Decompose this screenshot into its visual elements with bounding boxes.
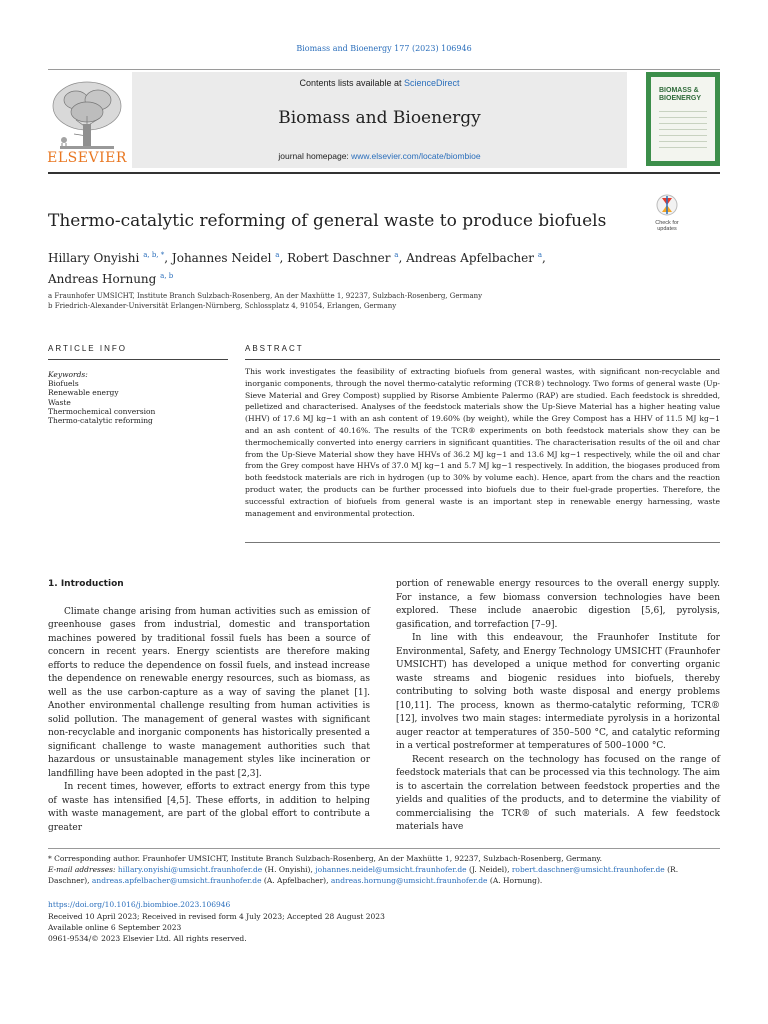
received-dates: Received 10 April 2023; Received in revised form 4 July 2023; Accepted 28 August 2023 xyxy=(48,912,385,921)
author[interactable]: Hillary Onyishi $^{a, b, *}$ xyxy=(48,251,165,265)
abstract-rule xyxy=(245,359,720,360)
journal-reference[interactable]: Biomass and Bioenergy 177 (2023) 106946 xyxy=(296,44,472,53)
keyword: Thermochemical conversion xyxy=(48,406,156,416)
badge-line1: Check for xyxy=(655,220,679,226)
article-info-rule xyxy=(48,359,228,360)
header-top-rule xyxy=(48,69,720,70)
contents-prefix: Contents lists available at xyxy=(299,78,405,88)
email-link[interactable]: andreas.hornung@umsicht.fraunhofer.de xyxy=(330,876,488,885)
sciencedirect-link[interactable]: ScienceDirect xyxy=(404,78,460,88)
keyword: Biofuels xyxy=(48,379,79,389)
email-label: E-mail addresses: xyxy=(48,865,116,874)
cover-decoration xyxy=(659,111,707,151)
author-marks[interactable]: a xyxy=(275,251,280,259)
homepage-prefix: journal homepage: xyxy=(278,151,352,161)
email-owner: (R. Daschner), xyxy=(48,865,679,885)
email-link[interactable]: andreas.apfelbacher@umsicht.fraunhofer.de xyxy=(91,876,262,885)
journal-cover-thumbnail[interactable] xyxy=(646,72,720,166)
body-right-column xyxy=(396,578,720,835)
body-paragraph: Recent research on the technology has focused on the range of feedstock materials that can be processed via this technology. The aim is to ascertain the correlation between feedstock properties and the yields and qualities of the products, and to determine the viability of commercialising the TCR® of such materials. A few feedstock materials have xyxy=(396,754,720,832)
article-title: Thermo-catalytic reforming of general waste to produce biofuels xyxy=(48,211,607,231)
author[interactable]: Johannes Neidel $^a$ xyxy=(171,251,280,265)
footnote-rule xyxy=(48,848,720,849)
author-marks[interactable]: a xyxy=(537,251,543,259)
doi-anchor[interactable]: https://doi.org/10.1016/j.biombioe.2023.106946 xyxy=(48,900,231,909)
author[interactable]: Andreas Apfelbacher $^a$ xyxy=(406,251,543,265)
email-link[interactable]: hillary.onyishi@umsicht.fraunhofer.de xyxy=(117,865,263,874)
body-paragraph: In recent times, however, efforts to extract energy from this type of waste has intensified [4,5]. These efforts, in addition to helping with waste management, are part of the global effort to contribute a greater xyxy=(48,782,370,833)
contents-line xyxy=(132,78,627,88)
email-owner: (A. Apfelbacher), xyxy=(261,876,331,885)
keywords-label: Keywords: xyxy=(48,370,88,379)
keywords-block xyxy=(48,370,228,425)
author[interactable]: Andreas Hornung $^{a, b}$ xyxy=(48,272,174,286)
available-online: Available online 6 September 2023 xyxy=(48,923,182,932)
body-paragraph: In line with this endeavour, the Fraunhofer Institute for Environmental, Safety, and Energy Technology UMSICHT (Fraunhofer UMSICHT) has developed a unique method for converting organic waste streams and biogenic residues into biofuels, thereby contributing to solving both waste disposal and energy problems [10,11]. The process, known as thermo-catalytic reforming, TCR® [12], involves two main stages: intermediate pyrolysis in a horizontal auger reactor at temperatures of 350–500 °C, and catalytic reforming in a vertical postreformer at temperatures of 500–1000 °C. xyxy=(396,633,720,751)
affiliation-a: a Fraunhofer UMSICHT, Institute Branch Sulzbach-Rosenberg, An der Maxhütte 1, 92237, Sulzbach-Rosenberg, Germany xyxy=(48,292,483,300)
copyright: 0961-9534/© 2023 Elsevier Ltd. All rights reserved. xyxy=(48,934,247,943)
author[interactable]: Robert Daschner $^a$ xyxy=(287,251,399,265)
affiliation-b: b Friedrich-Alexander-Universität Erlangen-Nürnberg, Schlossplatz 4, 91054, Erlangen, Germany xyxy=(48,302,397,310)
keyword: Waste xyxy=(48,397,71,407)
check-updates-icon xyxy=(656,194,678,216)
abstract-heading: ABSTRACT xyxy=(245,344,304,353)
header-bottom-rule xyxy=(48,172,720,174)
author-marks[interactable]: a, b xyxy=(160,272,174,280)
journal-title[interactable]: Biomass and Bioenergy xyxy=(278,108,481,128)
email-owner: (J. Neidel), xyxy=(466,865,512,874)
email-owner: (H. Onyishi), xyxy=(262,865,316,874)
homepage-link[interactable]: www.elsevier.com/locate/biombioe xyxy=(351,151,481,161)
cover-title xyxy=(659,87,701,103)
article-info-heading: ARTICLE INFO xyxy=(48,344,127,353)
author-marks[interactable]: a xyxy=(394,251,399,259)
abstract-bottom-rule xyxy=(245,542,720,543)
cover-title-line2: BIOENERGY xyxy=(659,95,702,102)
section-title-introduction: 1. Introduction xyxy=(48,579,124,589)
elsevier-wordmark: ELSEVIER xyxy=(47,150,127,166)
doi-link[interactable] xyxy=(48,899,230,910)
abstract-text: This work investigates the feasibility of extracting biofuels from general wastes, with significant non-recyclable and inorganic components, through the novel thermo-catalytic reforming (TCR®) technology. Two forms of general waste (Up-Sieve Material and Grey Compost) supplied by Risorse Ambiente Palermo (RAP) are studied. Each feedstock is shredded, pelletized and characterised. Analyses of the feedstock materials show the Up-Sieve Material has a higher heating value (HHV) of 17.6 MJ kg−1 with an ash content of 19.60% (by weight), while the Grey Compost has a HHV of 11.5 MJ kg−1 and an ash content of 40.16%. The results of the TCR® experiments on both feedstock materials show they can be thermochemically converted into energy carriers in significant quantities. The characterisation results of the oil and char from the Up-Sieve Material show they have HHVs of 36.2 MJ kg−1 and 13.6 MJ kg−1 respectively, while the oil and char from the Grey compost have HHVs of 37.0 MJ kg−1 and 5.7 MJ kg−1 respectively. In addition, the biogases produced from both feedstock materials are rich in hydrogen (up to 30% by volume each). Hence, apart from the chars and the reaction product water, the products can be further processed into biofuels due to their fuel-grade properties. Therefore, the successful extraction of biofuels from general waste is an important step in renewable energy harnessing, waste management and environmental protection. xyxy=(245,367,720,518)
badge-line2: updates xyxy=(657,226,677,232)
journal-homepage-line xyxy=(132,151,627,161)
body-paragraph: portion of renewable energy resources to the overall energy supply. For instance, a few biomass conversion technologies have been explored. These include anaerobic digestion [5,6], pyrolysis, gasification, and torrefaction [7–9]. xyxy=(396,579,720,630)
email-addresses xyxy=(48,864,720,886)
keyword: Thermo-catalytic reforming xyxy=(48,416,153,426)
elsevier-logo[interactable] xyxy=(46,76,128,166)
body-left-column xyxy=(48,578,370,835)
body-paragraph: Climate change arising from human activities such as emission of greenhouse gases from industrial, domestic and transportation machines powered by traditional fossil fuels has been a source of concern in recent years. Energy scientists are therefore making efforts to reduce the dependence on fossil fuels, and instead increase the dependence on renewable energy resources, such as biomass, as well as the use carbon-capture as a way of saving the planet [1]. Another environmental challenge resulting from human activities is solid pollution. The management of general wastes with significant non-recyclable and inorganic components has historically presented a significant challenge to waste management authorities such that hazardous or unsustainable management styles like incineration or landfilling have been adopted in the past [2,3]. xyxy=(48,606,370,779)
email-link[interactable]: robert.daschner@umsicht.fraunhofer.de xyxy=(511,865,665,874)
corresponding-author-note: * Corresponding author. Fraunhofer UMSICHT, Institute Branch Sulzbach-Rosenberg, An der Maxhütte 1, 92237, Sulzbach-Rosenberg, Germany. xyxy=(48,854,603,863)
cover-title-line1: BIOMASS & xyxy=(659,87,699,94)
keyword: Renewable energy xyxy=(48,388,119,398)
cover-page xyxy=(651,77,715,161)
check-for-updates-badge[interactable] xyxy=(648,194,686,230)
author-list: Hillary Onyishi $^{a, b, *}$, Johannes Neidel $^a$, Robert Daschner $^a$, Andreas Apfelbacher $^a$, Andreas Hornung $^{a, b}$ xyxy=(48,251,546,286)
author-marks[interactable]: a, b, * xyxy=(143,251,165,259)
email-owner: (A. Hornung). xyxy=(487,876,543,885)
email-link[interactable]: johannes.neidel@umsicht.fraunhofer.de xyxy=(315,865,467,874)
